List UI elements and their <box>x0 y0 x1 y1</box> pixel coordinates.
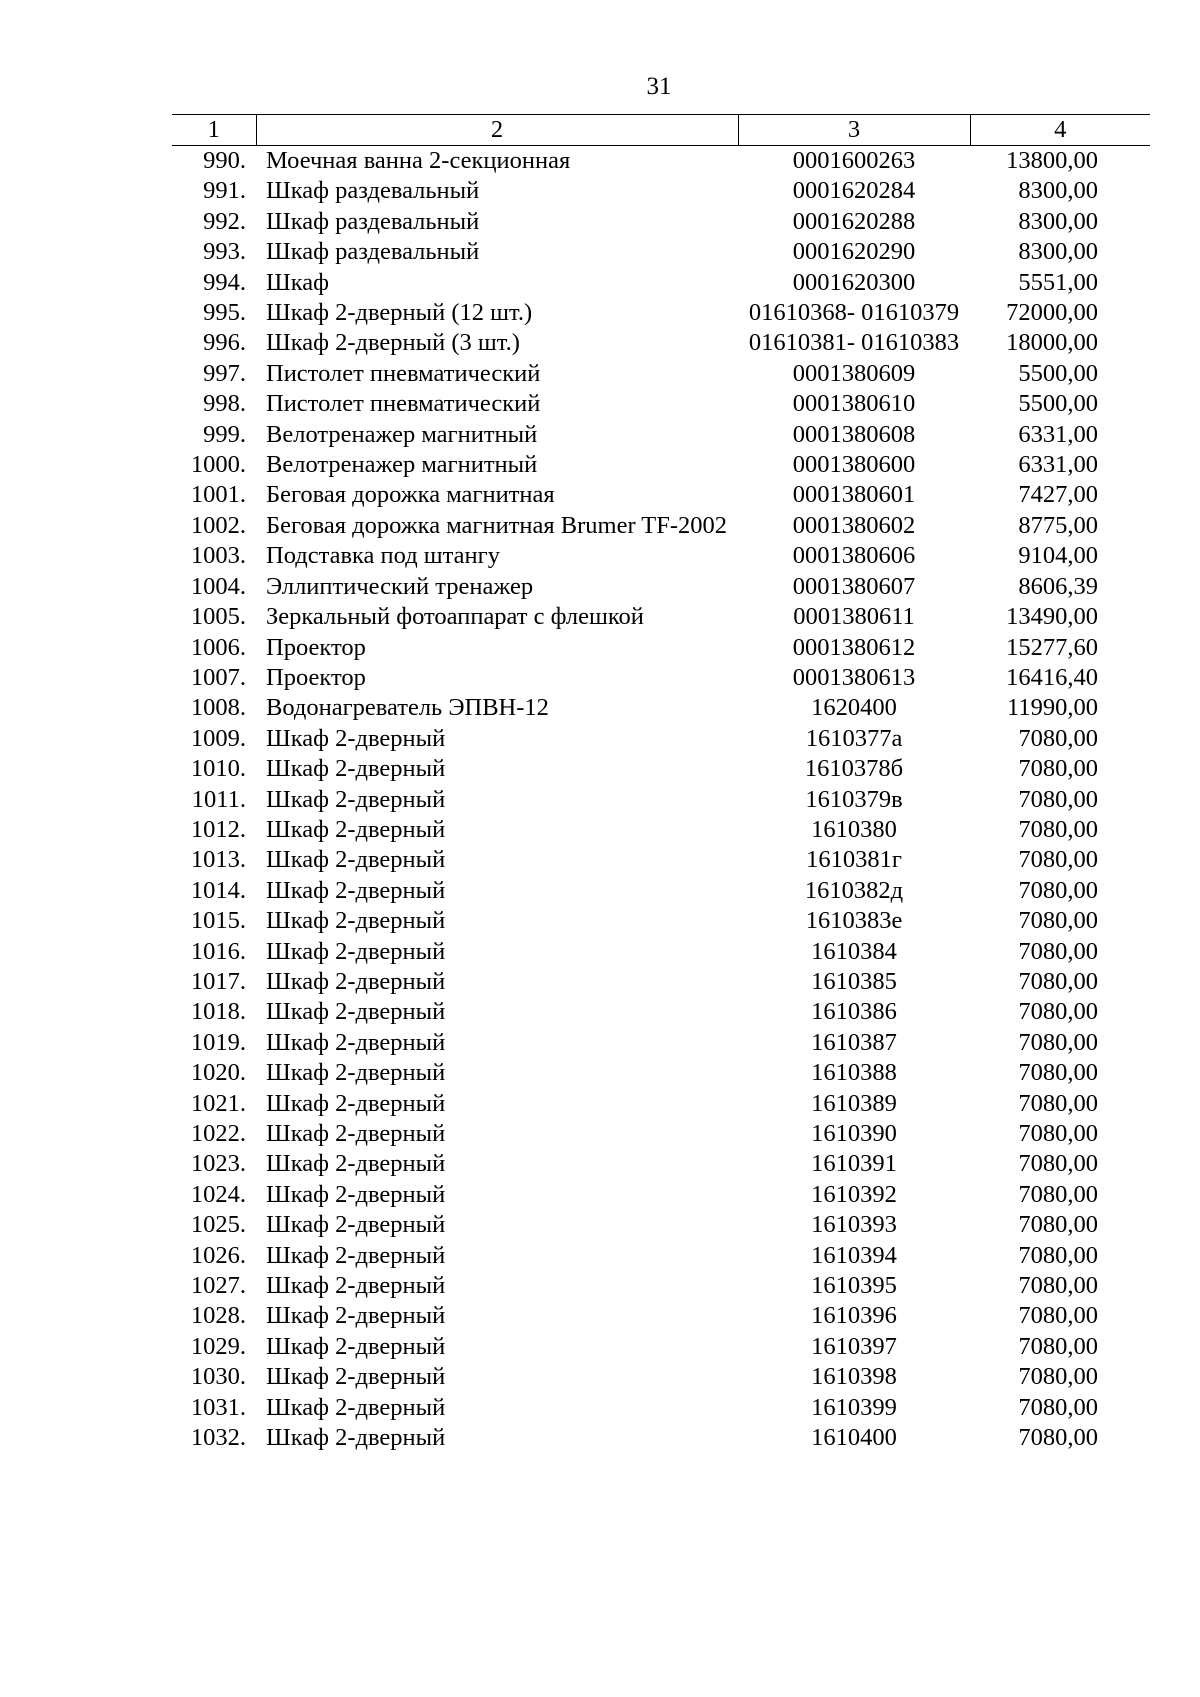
item-name: Велотренажер магнитный <box>266 420 538 448</box>
inventory-number: 0001380609 <box>792 359 916 387</box>
item-price: 7080,00 <box>1018 1302 1098 1330</box>
inventory-number: 1610380 <box>811 815 897 843</box>
item-name: Проектор <box>266 633 366 661</box>
item-price: 7080,00 <box>1018 1028 1098 1056</box>
row-number: 1026. <box>190 1241 246 1269</box>
table-row <box>172 1149 1150 1179</box>
item-name: Шкаф 2-дверный <box>266 1363 446 1391</box>
table-row <box>172 359 1150 389</box>
item-price: 7080,00 <box>1018 998 1098 1026</box>
row-number: 1003. <box>190 542 246 570</box>
table-row <box>172 1058 1150 1088</box>
column-header-3: 3 <box>738 115 970 146</box>
item-name: Шкаф раздевальный <box>266 177 480 205</box>
item-name: Шкаф 2-дверный <box>266 1120 446 1147</box>
table-row <box>172 693 1150 723</box>
inventory-number: 1610394 <box>811 1241 897 1269</box>
item-price: 7080,00 <box>1018 1150 1098 1178</box>
row-number: 1027. <box>190 1272 246 1300</box>
table-row <box>172 1362 1150 1392</box>
table-row <box>172 1423 1150 1453</box>
table-row <box>172 1332 1150 1362</box>
item-name: Подставка под штангу <box>266 542 500 570</box>
inventory-number: 1610382д <box>804 876 904 904</box>
inventory-number: 1610377а <box>805 724 903 752</box>
item-name: Шкаф 2-дверный <box>266 1241 446 1269</box>
inventory-number: 1610385 <box>811 967 897 995</box>
row-number: 990. <box>203 147 246 174</box>
table-row <box>172 633 1150 663</box>
item-name: Проектор <box>266 663 366 691</box>
inventory-number: 1610384 <box>811 937 897 965</box>
item-name: Шкаф 2-дверный <box>266 998 446 1026</box>
row-number: 1008. <box>190 694 246 722</box>
item-name: Пистолет пневматический <box>266 390 541 418</box>
item-name: Шкаф 2-дверный <box>266 846 446 874</box>
table-row <box>172 1393 1150 1423</box>
item-price: 7080,00 <box>1018 1089 1098 1117</box>
row-number: 1020. <box>190 1059 246 1087</box>
row-number: 1011. <box>191 785 246 813</box>
row-number: 1006. <box>190 633 246 661</box>
table-row <box>172 997 1150 1027</box>
row-number: 1028. <box>190 1302 246 1330</box>
table-row <box>172 268 1150 298</box>
row-number: 991. <box>203 177 246 205</box>
table-row <box>172 845 1150 875</box>
item-price: 13490,00 <box>1006 603 1098 631</box>
inventory-number: 0001600263 <box>792 147 916 174</box>
inventory-number: 0001380613 <box>792 663 916 691</box>
table-row <box>172 785 1150 815</box>
inventory-number: 1610399 <box>811 1393 897 1421</box>
row-number: 1014. <box>190 876 246 904</box>
item-name: Беговая дорожка магнитная <box>266 481 555 509</box>
row-number: 1021. <box>190 1089 246 1117</box>
inventory-number: 1610386 <box>811 998 897 1026</box>
inventory-number: 0001380602 <box>792 511 916 539</box>
item-price: 18000,00 <box>1006 329 1098 357</box>
item-name: Шкаф 2-дверный <box>266 876 446 904</box>
item-name: Шкаф раздевальный <box>266 207 480 235</box>
table-row <box>172 511 1150 541</box>
inventory-number: 0001380612 <box>792 633 916 661</box>
item-price: 7080,00 <box>1018 724 1098 752</box>
item-price: 7080,00 <box>1018 937 1098 965</box>
table-row <box>172 1028 1150 1058</box>
table-row <box>172 1301 1150 1331</box>
item-price: 13800,00 <box>1006 147 1098 174</box>
table-header <box>172 115 1150 146</box>
table-row <box>172 602 1150 632</box>
item-name: Шкаф 2-дверный <box>266 1424 446 1452</box>
row-number: 1032. <box>190 1424 246 1452</box>
inventory-number: 0001380608 <box>792 420 916 448</box>
table-row <box>172 207 1150 237</box>
inventory-number: 0001620288 <box>792 207 916 235</box>
row-number: 992. <box>203 207 246 235</box>
item-name: Шкаф 2-дверный <box>266 1211 446 1239</box>
row-number: 1009. <box>190 724 246 752</box>
item-name: Шкаф 2-дверный <box>266 1393 446 1421</box>
item-price: 6331,00 <box>1018 451 1098 479</box>
row-number: 997. <box>203 359 246 387</box>
item-price: 7080,00 <box>1018 1393 1098 1421</box>
item-price: 16416,40 <box>1006 663 1098 691</box>
table-row <box>172 663 1150 693</box>
table-row <box>172 237 1150 267</box>
item-name: Пистолет пневматический <box>266 359 541 387</box>
row-number: 1005. <box>190 603 246 631</box>
item-price: 7080,00 <box>1018 967 1098 995</box>
table-row <box>172 1271 1150 1301</box>
inventory-number: 1610388 <box>811 1059 897 1087</box>
row-number: 1029. <box>190 1332 246 1360</box>
item-price: 5500,00 <box>1018 390 1098 418</box>
item-price: 5500,00 <box>1018 359 1098 387</box>
inventory-number: 1610397 <box>811 1332 897 1360</box>
inventory-number: 0001380607 <box>792 572 916 600</box>
row-number: 1025. <box>190 1211 246 1239</box>
inventory-number: 0001380611 <box>793 603 915 631</box>
item-price: 8775,00 <box>1018 511 1098 539</box>
row-number: 1023. <box>190 1150 246 1178</box>
item-name: Шкаф 2-дверный <box>266 724 446 752</box>
item-price: 8300,00 <box>1018 238 1098 266</box>
item-name: Шкаф раздевальный <box>266 238 480 266</box>
inventory-number: 1610387 <box>811 1028 897 1056</box>
item-price: 7080,00 <box>1018 1120 1098 1147</box>
table-row <box>172 450 1150 480</box>
inventory-table <box>172 114 1150 1453</box>
table-row <box>172 420 1150 450</box>
item-price: 7080,00 <box>1018 1363 1098 1391</box>
inventory-number: 0001620300 <box>792 268 916 296</box>
item-price: 7080,00 <box>1018 1424 1098 1452</box>
column-header-2: 2 <box>256 115 738 146</box>
row-number: 1024. <box>190 1180 246 1208</box>
inventory-number: 1610395 <box>811 1272 897 1300</box>
item-name: Шкаф 2-дверный <box>266 1028 446 1056</box>
item-name: Эллиптический тренажер <box>266 572 534 600</box>
item-name: Шкаф 2-дверный <box>266 1302 446 1330</box>
item-price: 7080,00 <box>1018 1241 1098 1269</box>
row-number: 1004. <box>190 572 246 600</box>
table-row <box>172 937 1150 967</box>
item-name: Шкаф 2-дверный <box>266 1332 446 1360</box>
table-row <box>172 328 1150 358</box>
item-name: Шкаф 2-дверный <box>266 937 446 965</box>
item-price: 8300,00 <box>1018 177 1098 205</box>
item-name: Шкаф <box>266 268 329 296</box>
item-price: 5551,00 <box>1018 268 1098 296</box>
page-number: 31 <box>646 73 672 100</box>
row-number: 1015. <box>190 907 246 935</box>
item-price: 7080,00 <box>1018 1211 1098 1239</box>
item-name: Шкаф 2-дверный (3 шт.) <box>266 329 520 357</box>
table-row <box>172 298 1150 328</box>
table-body <box>172 146 1150 1454</box>
row-number: 996. <box>203 329 246 357</box>
table-row <box>172 906 1150 936</box>
table-row <box>172 176 1150 206</box>
item-name: Беговая дорожка магнитная Brumer TF-2002 <box>266 511 728 539</box>
item-name: Шкаф 2-дверный <box>266 967 446 995</box>
inventory-number: 1610381г <box>806 846 902 874</box>
row-number: 1019. <box>190 1028 246 1056</box>
row-number: 1016. <box>190 937 246 965</box>
item-name: Шкаф 2-дверный (12 шт.) <box>266 299 533 327</box>
table-row <box>172 541 1150 571</box>
inventory-number: 0001620290 <box>792 238 916 266</box>
item-name: Шкаф 2-дверный <box>266 1059 446 1087</box>
row-number: 1002. <box>190 511 246 539</box>
row-number: 998. <box>203 390 246 418</box>
item-price: 15277,60 <box>1006 633 1098 661</box>
inventory-number: 0001380610 <box>792 390 916 418</box>
item-price: 8300,00 <box>1018 207 1098 235</box>
item-price: 72000,00 <box>1006 299 1098 327</box>
inventory-number: 1610379в <box>805 785 903 813</box>
table-row <box>172 724 1150 754</box>
inventory-number: 1610378б <box>804 755 904 783</box>
item-price: 11990,00 <box>1007 694 1098 722</box>
table-row <box>172 480 1150 510</box>
inventory-number: 1610392 <box>811 1180 897 1208</box>
inventory-number: 1610400 <box>811 1424 897 1452</box>
inventory-number: 01610368- 01610379 <box>748 299 960 327</box>
item-price: 7080,00 <box>1018 1180 1098 1208</box>
row-number: 1013. <box>190 846 246 874</box>
table-row <box>172 754 1150 784</box>
row-number: 1018. <box>190 998 246 1026</box>
inventory-number: 1620400 <box>811 694 897 722</box>
item-name: Моечная ванна 2-секционная <box>266 147 571 174</box>
row-number: 994. <box>203 268 246 296</box>
item-price: 6331,00 <box>1018 420 1098 448</box>
table-row <box>172 1241 1150 1271</box>
row-number: 1012. <box>190 815 246 843</box>
item-price: 7080,00 <box>1018 1272 1098 1300</box>
table-row <box>172 815 1150 845</box>
inventory-number: 0001380600 <box>792 451 916 479</box>
table-row <box>172 1119 1150 1149</box>
row-number: 1017. <box>190 967 246 995</box>
item-name: Шкаф 2-дверный <box>266 785 446 813</box>
inventory-number: 1610390 <box>811 1120 897 1147</box>
table-row <box>172 146 1150 177</box>
item-name: Шкаф 2-дверный <box>266 1272 446 1300</box>
item-name: Шкаф 2-дверный <box>266 907 446 935</box>
item-price: 9104,00 <box>1018 542 1098 570</box>
inventory-number: 1610383е <box>805 907 903 935</box>
row-number: 1001. <box>190 481 246 509</box>
item-price: 7080,00 <box>1018 815 1098 843</box>
inventory-number: 1610396 <box>811 1302 897 1330</box>
item-price: 7080,00 <box>1018 785 1098 813</box>
item-price: 7080,00 <box>1018 1059 1098 1087</box>
row-number: 1010. <box>190 755 246 783</box>
item-price: 7080,00 <box>1018 1332 1098 1360</box>
inventory-number: 1610398 <box>811 1363 897 1391</box>
inventory-number: 0001380606 <box>792 542 916 570</box>
item-name: Шкаф 2-дверный <box>266 815 446 843</box>
row-number: 993. <box>203 238 246 266</box>
inventory-number: 1610391 <box>811 1150 897 1178</box>
column-header-1: 1 <box>172 115 256 146</box>
inventory-number: 0001620284 <box>792 177 916 205</box>
item-name: Велотренажер магнитный <box>266 451 538 479</box>
table-row <box>172 876 1150 906</box>
inventory-number: 01610381- 01610383 <box>748 329 960 357</box>
table-row <box>172 1089 1150 1119</box>
item-price: 7080,00 <box>1018 907 1098 935</box>
table-row <box>172 1180 1150 1210</box>
row-number: 1030. <box>190 1363 246 1391</box>
table-row <box>172 967 1150 997</box>
column-header-4: 4 <box>970 115 1150 146</box>
inventory-number: 1610393 <box>811 1211 897 1239</box>
item-price: 7427,00 <box>1018 481 1098 509</box>
table-row <box>172 389 1150 419</box>
inventory-number: 0001380601 <box>792 481 916 509</box>
table-row <box>172 572 1150 602</box>
item-price: 7080,00 <box>1018 755 1098 783</box>
row-number: 995. <box>203 299 246 327</box>
row-number: 999. <box>203 420 246 448</box>
item-name: Шкаф 2-дверный <box>266 755 446 783</box>
row-number: 1022. <box>190 1120 246 1147</box>
item-name: Водонагреватель ЭПВН-12 <box>266 694 549 722</box>
item-price: 8606,39 <box>1018 572 1098 600</box>
item-name: Зеркальный фотоаппарат с флешкой <box>266 603 644 631</box>
item-name: Шкаф 2-дверный <box>266 1089 446 1117</box>
inventory-number: 1610389 <box>811 1089 897 1117</box>
item-price: 7080,00 <box>1018 846 1098 874</box>
item-price: 7080,00 <box>1018 876 1098 904</box>
row-number: 1031. <box>190 1393 246 1421</box>
table-row <box>172 1210 1150 1240</box>
item-name: Шкаф 2-дверный <box>266 1180 446 1208</box>
row-number: 1000. <box>190 451 246 479</box>
item-name: Шкаф 2-дверный <box>266 1150 446 1178</box>
row-number: 1007. <box>190 663 246 691</box>
